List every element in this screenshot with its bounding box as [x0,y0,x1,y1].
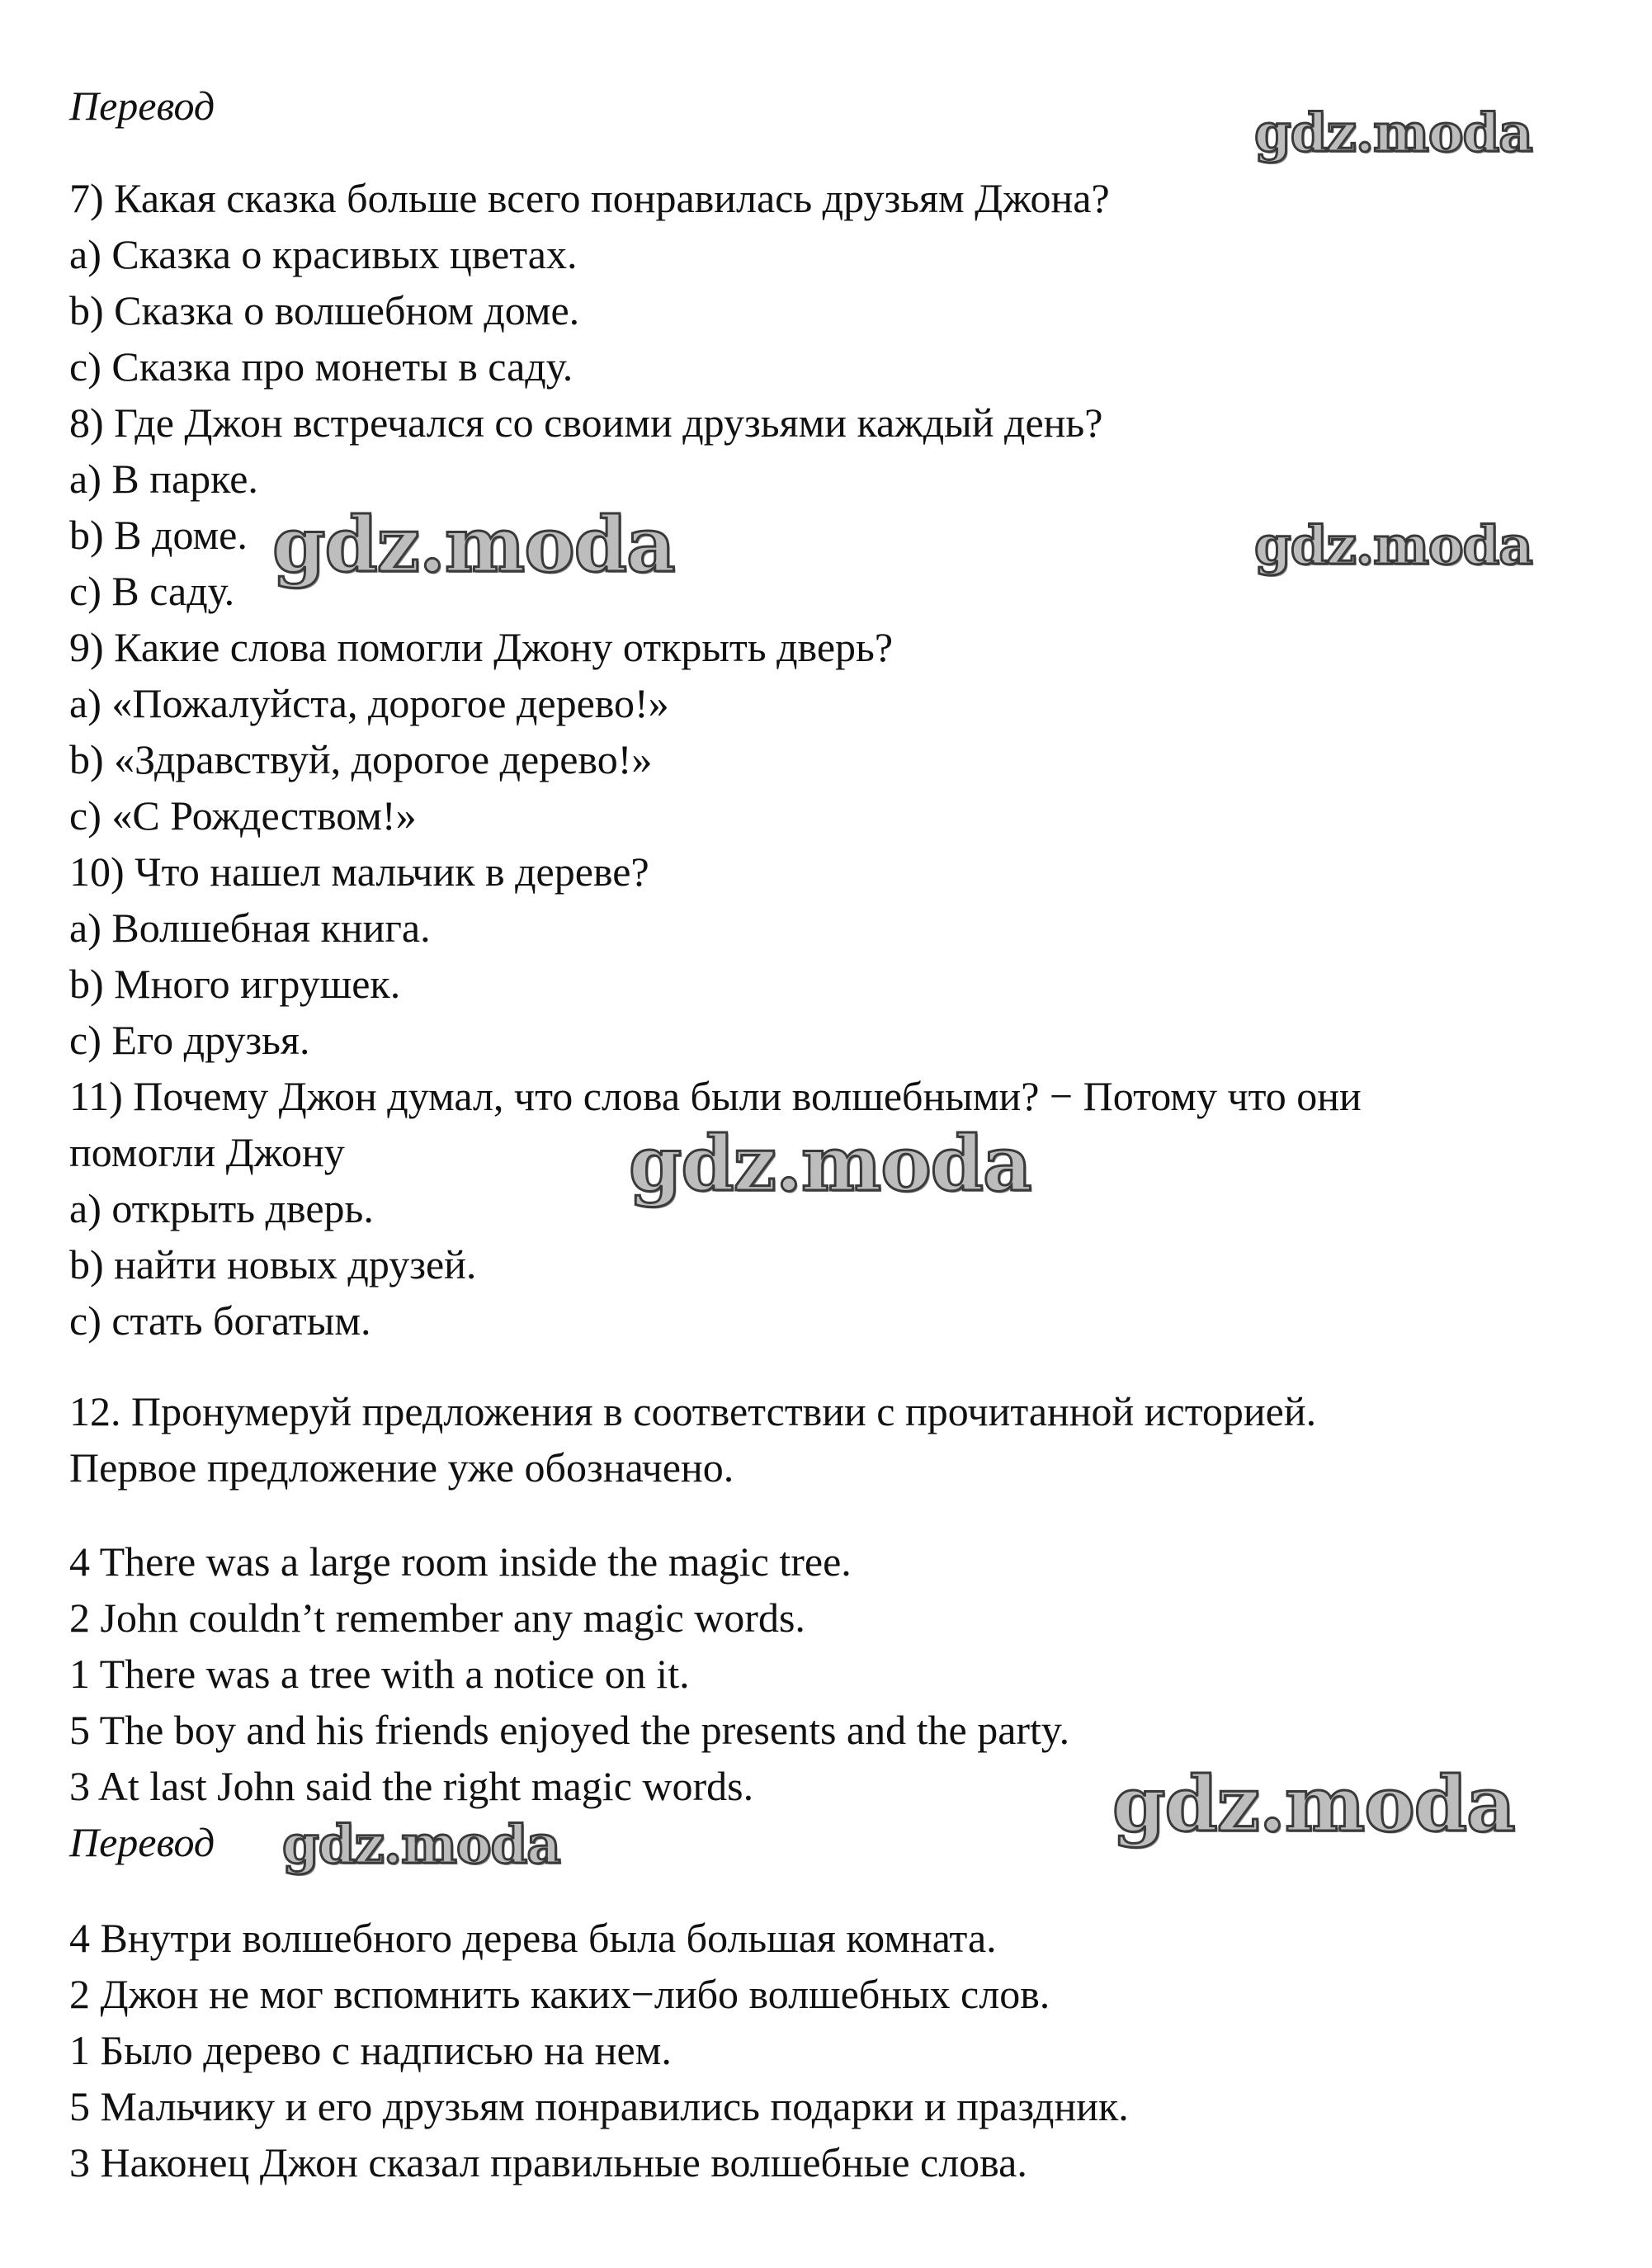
english-sentence-4: 4 There was a large room inside the magic tree. [69,1538,852,1585]
question-7: 7) Какая сказка больше всего понравилась друзьям Джона? [69,175,1110,221]
answer-9a: a) «Пожалуйста, дорогое дерево!» [69,680,669,726]
english-sentence-5: 5 The boy and his friends enjoyed the presents and the party. [69,1707,1070,1753]
section-heading-translation: Перевод [69,83,215,129]
russian-sentence-3: 3 Наконец Джон сказал правильные волшебные слова. [69,2139,1027,2185]
watermark-logo: gdz.moda [282,1814,560,1876]
question-10: 10) Что нашел мальчик в дереве? [69,848,649,895]
translation-heading: Перевод [69,1819,215,1865]
answer-11c: c) стать богатым. [69,1297,371,1344]
answer-8a: a) В парке. [69,456,258,502]
question-9: 9) Какие слова помогли Джону открыть дверь? [69,624,894,670]
answer-9b: b) «Здравствуй, дорогое дерево!» [69,736,653,782]
russian-sentence-1: 1 Было дерево с надписью на нем. [69,2027,672,2073]
answer-11a: a) открыть дверь. [69,1185,374,1231]
answer-9c: c) «С Рождеством!» [69,792,417,839]
answer-10c: c) Его друзья. [69,1017,310,1063]
answer-8b: b) В доме. [69,512,248,558]
task-12-instruction-continued: Первое предложение уже обозначено. [69,1444,734,1491]
answer-7a: a) Сказка о красивых цветах. [69,231,578,277]
question-8: 8) Где Джон встречался со своими друзьями каждый день? [69,399,1103,446]
answer-10b: b) Много игрушек. [69,961,401,1007]
watermark-logo: gdz.moda [629,1119,1031,1208]
answer-7c: c) Сказка про монеты в саду. [69,343,573,390]
russian-sentence-4: 4 Внутри волшебного дерева была большая комната. [69,1915,997,1961]
watermark-logo: gdz.moda [1254,102,1532,164]
watermark-logo: gdz.moda [1112,1760,1515,1849]
answer-10a: a) Волшебная книга. [69,905,431,951]
question-11: 11) Почему Джон думал, что слова были волшебными? − Потому что они [69,1073,1362,1119]
watermark-logo: gdz.moda [272,500,675,589]
russian-sentence-5: 5 Мальчику и его друзьям понравились подарки и праздник. [69,2083,1129,2129]
answer-11b: b) найти новых друзей. [69,1241,477,1288]
answer-8c: c) В саду. [69,568,235,614]
watermark-logo: gdz.moda [1254,515,1532,577]
english-sentence-3: 3 At last John said the right magic words. [69,1763,754,1809]
question-11-continued: помогли Джону [69,1129,345,1175]
answer-7b: b) Сказка о волшебном доме. [69,287,580,333]
english-sentence-2: 2 John couldn’t remember any magic words. [69,1595,805,1641]
russian-sentence-2: 2 Джон не мог вспомнить каких−либо волшебных слов. [69,1971,1050,2017]
english-sentence-1: 1 There was a tree with a notice on it. [69,1651,690,1697]
task-12-instruction: 12. Пронумеруй предложения в соответствии с прочитанной историей. [69,1388,1317,1434]
